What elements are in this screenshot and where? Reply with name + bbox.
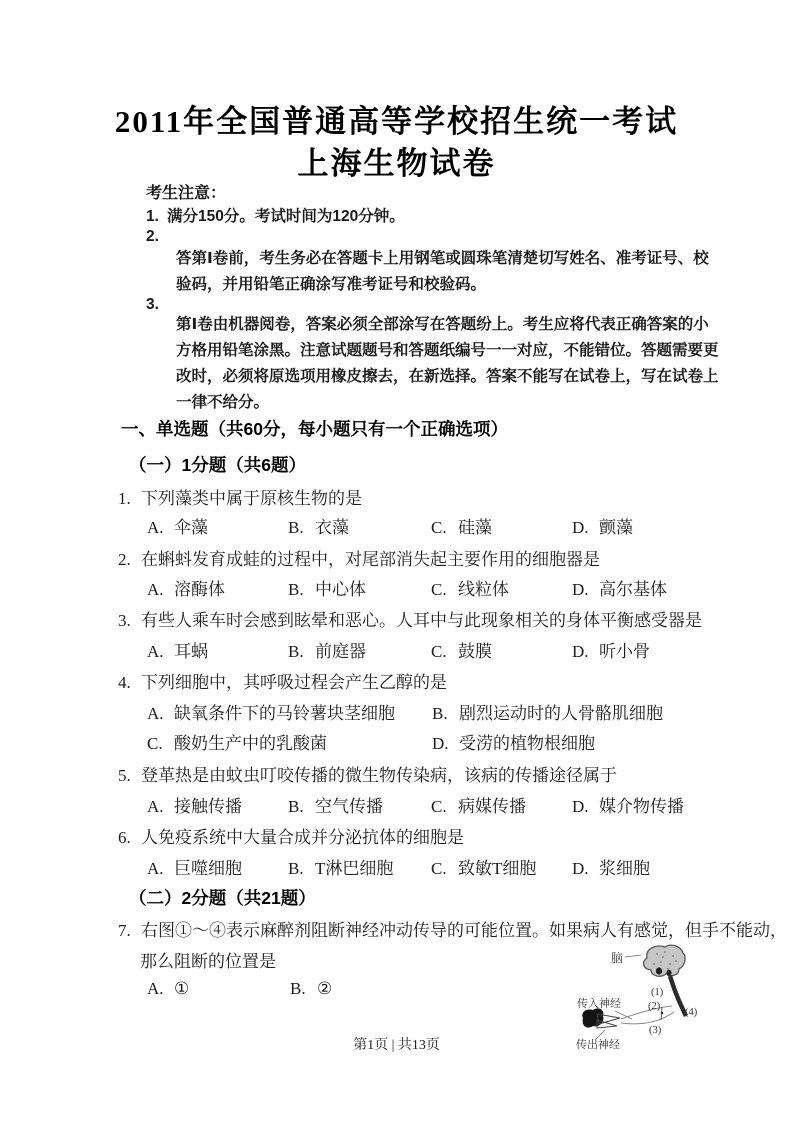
question-4 [118, 668, 447, 693]
option-1b: B. 衣藻 [288, 518, 349, 537]
option-2b: B. 中心体 [288, 580, 366, 599]
option-3a: A. 耳蜗 [147, 642, 208, 661]
hand-shape [582, 1008, 603, 1027]
nerve-pathway-diagram [575, 940, 793, 1080]
notice-item-2-line-2: 验码，并用铅笔正确涂写准考证号和校验码。 [176, 276, 487, 293]
option-1d: D. 颤藻 [572, 518, 633, 537]
option-6d: D. 浆细胞 [572, 859, 650, 878]
question-5-number: 5. [118, 766, 131, 785]
option-5b: B. 空气传播 [288, 797, 383, 816]
question-6-options [147, 854, 747, 878]
question-2-text: 在蝌蚪发育成蛙的过程中，对尾部消失起主要作用的细胞器是 [141, 550, 600, 569]
question-4-text: 下列细胞中，其呼吸过程会产生乙醇的是 [141, 673, 447, 692]
exam-title-line1: 2011年全国普通高等学校招生统一考试 [114, 104, 679, 139]
option-3d: D. 听小骨 [572, 642, 650, 661]
notice-item-3-paragraph [176, 312, 719, 416]
section-1-heading: 一、单选题（共60分，每小题只有一个正确选项） [121, 419, 508, 439]
option-2d: D. 高尔基体 [572, 580, 667, 599]
option-3b: B. 前庭器 [288, 642, 366, 661]
question-7 [118, 916, 787, 941]
question-3-options [147, 637, 747, 661]
question-2-options [147, 575, 747, 599]
diagram-label-pos4: (4) [685, 1007, 698, 1018]
question-4-options-row-2 [147, 729, 747, 753]
option-1a: A. 伞藻 [147, 518, 208, 537]
brain-shape [644, 945, 686, 976]
option-2a: A. 溶酶体 [147, 580, 225, 599]
option-5d: D. 媒介物传播 [572, 797, 684, 816]
question-3-number: 3. [118, 611, 131, 630]
question-7-text-line1: 右图①～④表示麻醉剂阻断神经冲动传导的可能位置。如果病人有感觉，但手不能动， [141, 921, 787, 940]
question-6-number: 6. [118, 828, 131, 847]
question-1 [118, 484, 362, 509]
notice-heading: 考生注意： [146, 185, 227, 202]
page-footer: 第1页 | 共13页 [353, 1038, 440, 1053]
question-5-text: 登革热是由蚊虫叮咬传播的微生物传染病，该病的传播途径属于 [141, 766, 617, 785]
question-1-options [147, 513, 747, 537]
notice-item-3-number: 3. [146, 296, 159, 313]
question-1-number: 1. [118, 489, 131, 508]
question-4-options-row-1 [147, 699, 747, 723]
option-4b: B. 剧烈运动时的人骨骼肌细胞 [432, 704, 663, 723]
subsection-2-heading: （二）2分题（共21题） [129, 888, 316, 908]
diagram-label-pos1: (1) [651, 987, 664, 998]
notice-item-1-text: 满分150分。考试时间为120分钟。 [167, 208, 405, 225]
option-2c: C. 线粒体 [431, 580, 509, 599]
notice-item-1 [146, 204, 405, 226]
question-3-text: 有些人乘车时会感到眩晕和恶心。人耳中与此现象相关的身体平衡感受器是 [141, 611, 702, 630]
brain-dark-spot-left [656, 967, 662, 974]
brain-pointer-line [625, 955, 641, 957]
question-2-number: 2. [118, 550, 131, 569]
diagram-label-brain: 脑 [611, 951, 624, 965]
option-7a: A. ① [147, 979, 190, 998]
question-7-text-line2: 那么阻断的位置是 [140, 952, 276, 971]
option-5a: A. 接触传播 [147, 797, 242, 816]
option-4d: D. 受涝的植物根细胞 [432, 734, 595, 753]
option-6c: C. 致敏T细胞 [431, 859, 537, 878]
question-1-text: 下列藻类中属于原核生物的是 [141, 489, 362, 508]
option-1c: C. 硅藻 [431, 518, 492, 537]
option-5c: C. 病媒传播 [431, 797, 526, 816]
diagram-label-afferent-nerve: 传入神经 [577, 998, 621, 1010]
diagram-label-efferent-nerve: 传出神经 [576, 1039, 620, 1051]
notice-item-3-line-4: 一律不给分。 [176, 394, 270, 411]
notice-item-3-line-2: 方格用铅笔涂黑。注意试题题号和答题纸编号一一对应，不能错位。答题需要更 [176, 342, 719, 359]
notice-item-3-line-1: 第Ⅰ卷由机器阅卷，答案必须全部涂写在答题纷上。考生应将代表正确答案的小 [176, 316, 709, 333]
spinal-cord-line [670, 976, 686, 1016]
notice-item-2-number: 2. [146, 228, 159, 245]
notice-item-1-number: 1. [146, 208, 159, 225]
brain-dark-spot-right [666, 970, 671, 976]
question-5-options [147, 792, 747, 816]
option-4c: C. 酸奶生产中的乳酸菌 [147, 734, 327, 753]
exam-title-line2: 上海生物试卷 [297, 146, 496, 181]
option-6a: A. 巨噬细胞 [147, 859, 242, 878]
question-6-text: 人免疫系统中大量合成并分泌抗体的细胞是 [141, 828, 464, 847]
question-2 [118, 545, 600, 570]
option-7b: B. ② [290, 979, 333, 998]
option-4a: A. 缺氧条件下的马铃薯块茎细胞 [147, 704, 395, 723]
diagram-label-pos3: (3) [649, 1025, 662, 1036]
notice-item-2-paragraph [176, 246, 709, 298]
question-5 [118, 761, 617, 786]
notice-item-3-line-3: 改时，必须将原选项用橡皮擦去，在新选择。答案不能写在试卷上，写在试卷上 [176, 368, 719, 385]
diagram-label-pos2: (2) [648, 1001, 661, 1012]
option-3c: C. 鼓膜 [431, 642, 492, 661]
notice-item-2-line-1: 答第Ⅰ卷前，考生务必在答题卡上用钢笔或圆珠笔清楚切写姓名、准考证号、校 [176, 250, 709, 267]
option-6b: B. T淋巴细胞 [288, 859, 394, 878]
nerve-junction-dot [661, 1012, 664, 1015]
question-3 [118, 606, 702, 631]
question-4-number: 4. [118, 673, 131, 692]
question-6 [118, 823, 464, 848]
subsection-1-heading: （一）1分题（共6题） [129, 455, 306, 475]
question-7-number: 7. [118, 921, 131, 940]
